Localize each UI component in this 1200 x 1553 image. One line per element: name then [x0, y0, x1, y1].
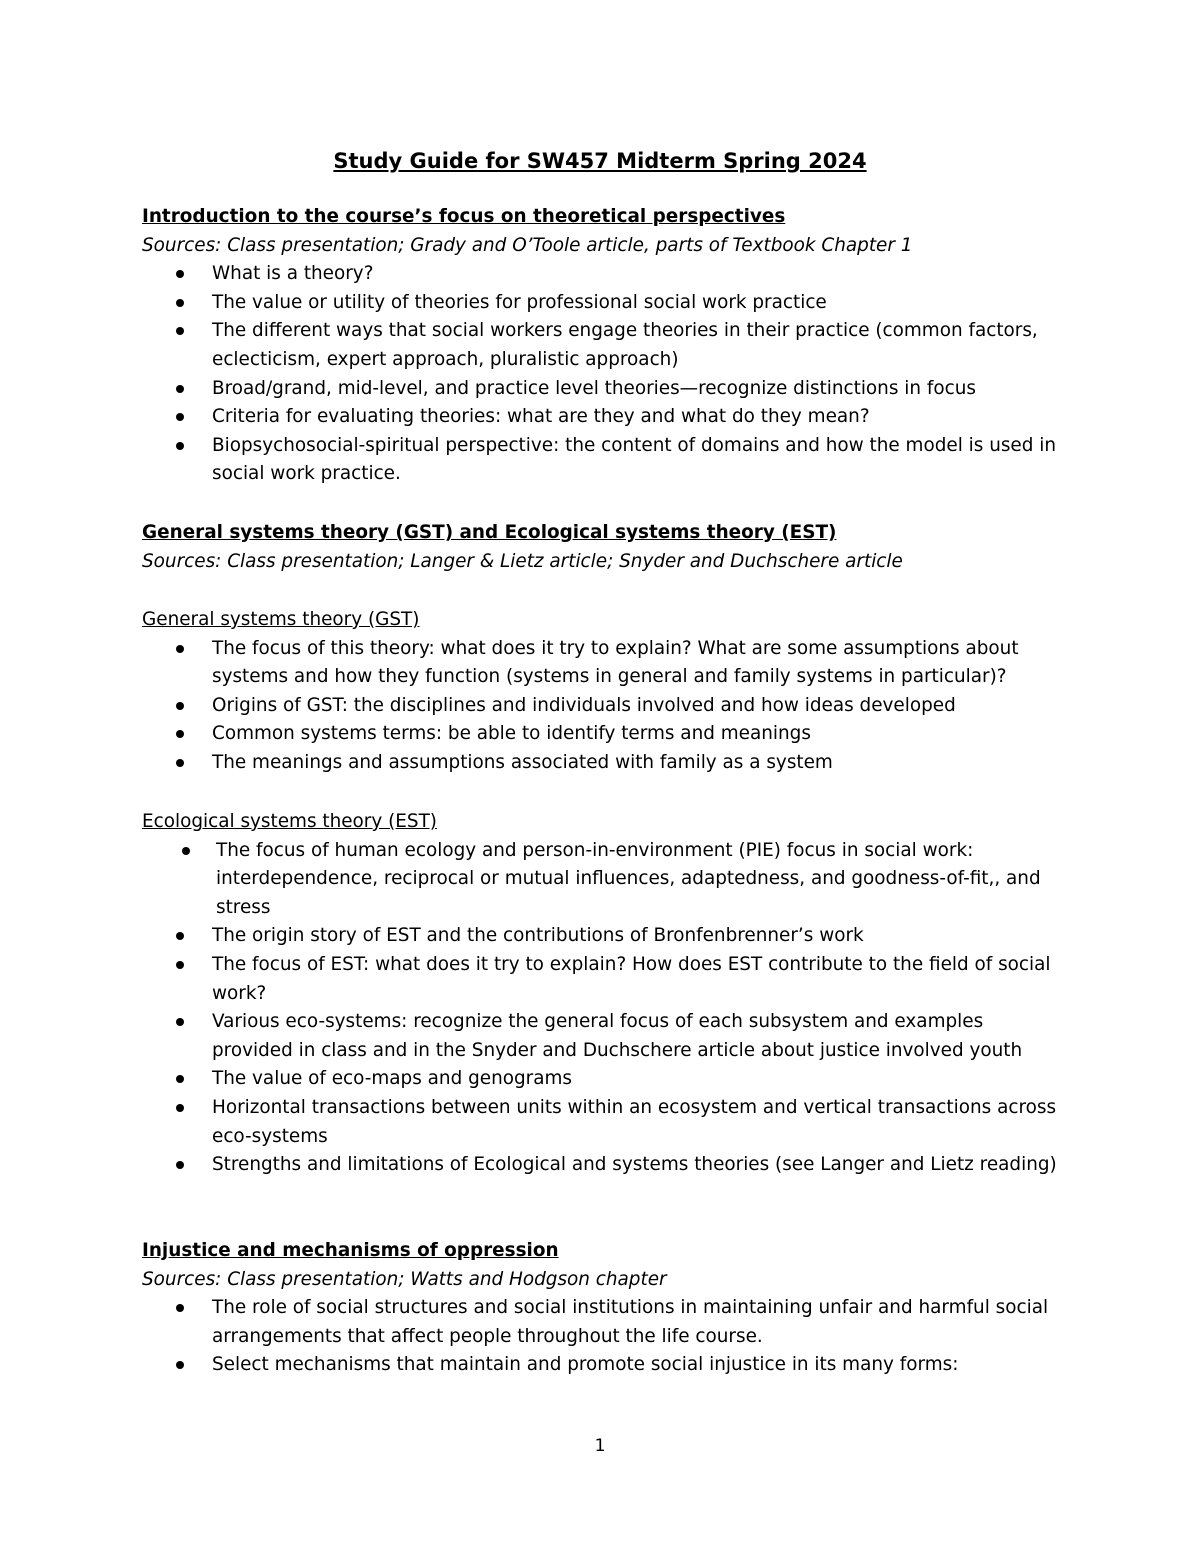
bullet-icon	[176, 1361, 184, 1369]
list-item: The role of social structures and social institutions in maintaining unfair and harmful social arrangements that affect people throughout the life course.	[142, 1294, 1062, 1351]
list-item: The value of eco-maps and genograms	[142, 1065, 1062, 1094]
list-item: Broad/grand, mid-level, and practice level theories—recognize distinctions in focus	[142, 375, 1062, 404]
list-item: Select mechanisms that maintain and promote social injustice in its many forms:	[142, 1351, 1062, 1380]
bullet-icon	[176, 1304, 184, 1312]
list-item: The focus of human ecology and person-in-environment (PIE) focus in social work: interdependence, reciprocal or mutual influences, adaptedness, and goodness-of-fit,, and stress	[142, 837, 1062, 923]
bullet-icon	[176, 961, 184, 969]
bullet-icon	[176, 1104, 184, 1112]
subsection-heading: General systems theory (GST)	[142, 609, 420, 630]
bullet-icon	[176, 645, 184, 653]
section-heading: Injustice and mechanisms of oppression	[142, 1240, 559, 1261]
list-item: Strengths and limitations of Ecological and systems theories (see Langer and Lietz reading)	[142, 1151, 1062, 1180]
bullet-icon	[176, 730, 184, 738]
list-item: The origin story of EST and the contributions of Bronfenbrenner’s work	[142, 922, 1062, 951]
section-intro	[142, 203, 1062, 489]
bullet-icon	[176, 270, 184, 278]
document-title: Study Guide for SW457 Midterm Spring 2024	[333, 149, 867, 173]
sources-line: Sources: Class presentation; Grady and O’Toole article, parts of Textbook Chapter 1	[142, 234, 913, 256]
list-item: Horizontal transactions between units within an ecosystem and vertical transactions across eco-systems	[142, 1094, 1062, 1151]
list-item: The value or utility of theories for professional social work practice	[142, 289, 1062, 318]
bullet-list	[142, 260, 1062, 489]
bullet-icon	[176, 759, 184, 767]
bullet-icon	[176, 385, 184, 393]
bullet-icon	[176, 442, 184, 450]
bullet-icon	[176, 327, 184, 335]
list-item: What is a theory?	[142, 260, 1062, 289]
list-item: Common systems terms: be able to identify terms and meanings	[142, 720, 1062, 749]
page-number: 1	[594, 1436, 606, 1456]
list-item: Biopsychosocial-spiritual perspective: the content of domains and how the model is used in social work practice.	[142, 432, 1062, 489]
section-injustice	[142, 1237, 1062, 1380]
bullet-icon	[176, 413, 184, 421]
section-systems	[142, 519, 1062, 576]
sources-line: Sources: Class presentation; Langer & Lietz article; Snyder and Duchschere article	[142, 550, 903, 572]
list-item: The different ways that social workers engage theories in their practice (common factors, eclecticism, expert approach, pluralistic approach)	[142, 317, 1062, 374]
bullet-icon	[182, 847, 190, 855]
list-item: The focus of this theory: what does it try to explain? What are some assumptions about systems and how they function (systems in general and family systems in particular)?	[142, 635, 1062, 692]
list-item: Origins of GST: the disciplines and individuals involved and how ideas developed	[142, 692, 1062, 721]
section-heading: General systems theory (GST) and Ecological systems theory (EST)	[142, 522, 837, 543]
list-item: Criteria for evaluating theories: what are they and what do they mean?	[142, 403, 1062, 432]
subsection-heading: Ecological systems theory (EST)	[142, 811, 437, 832]
bullet-list	[142, 837, 1062, 1180]
bullet-icon	[176, 299, 184, 307]
subsection-est	[142, 808, 1062, 1180]
bullet-icon	[176, 932, 184, 940]
subsection-gst	[142, 606, 1062, 778]
list-item: The meanings and assumptions associated with family as a system	[142, 749, 1062, 778]
sources-line: Sources: Class presentation; Watts and Hodgson chapter	[142, 1268, 667, 1290]
bullet-icon	[176, 1161, 184, 1169]
bullet-icon	[176, 1018, 184, 1026]
bullet-icon	[176, 1075, 184, 1083]
bullet-list	[142, 1294, 1062, 1380]
bullet-list	[142, 635, 1062, 778]
list-item: The focus of EST: what does it try to explain? How does EST contribute to the field of social work?	[142, 951, 1062, 1008]
bullet-icon	[176, 702, 184, 710]
list-item: Various eco-systems: recognize the general focus of each subsystem and examples provided in class and in the Snyder and Duchschere article about justice involved youth	[142, 1008, 1062, 1065]
section-heading: Introduction to the course’s focus on theoretical perspectives	[142, 206, 786, 227]
